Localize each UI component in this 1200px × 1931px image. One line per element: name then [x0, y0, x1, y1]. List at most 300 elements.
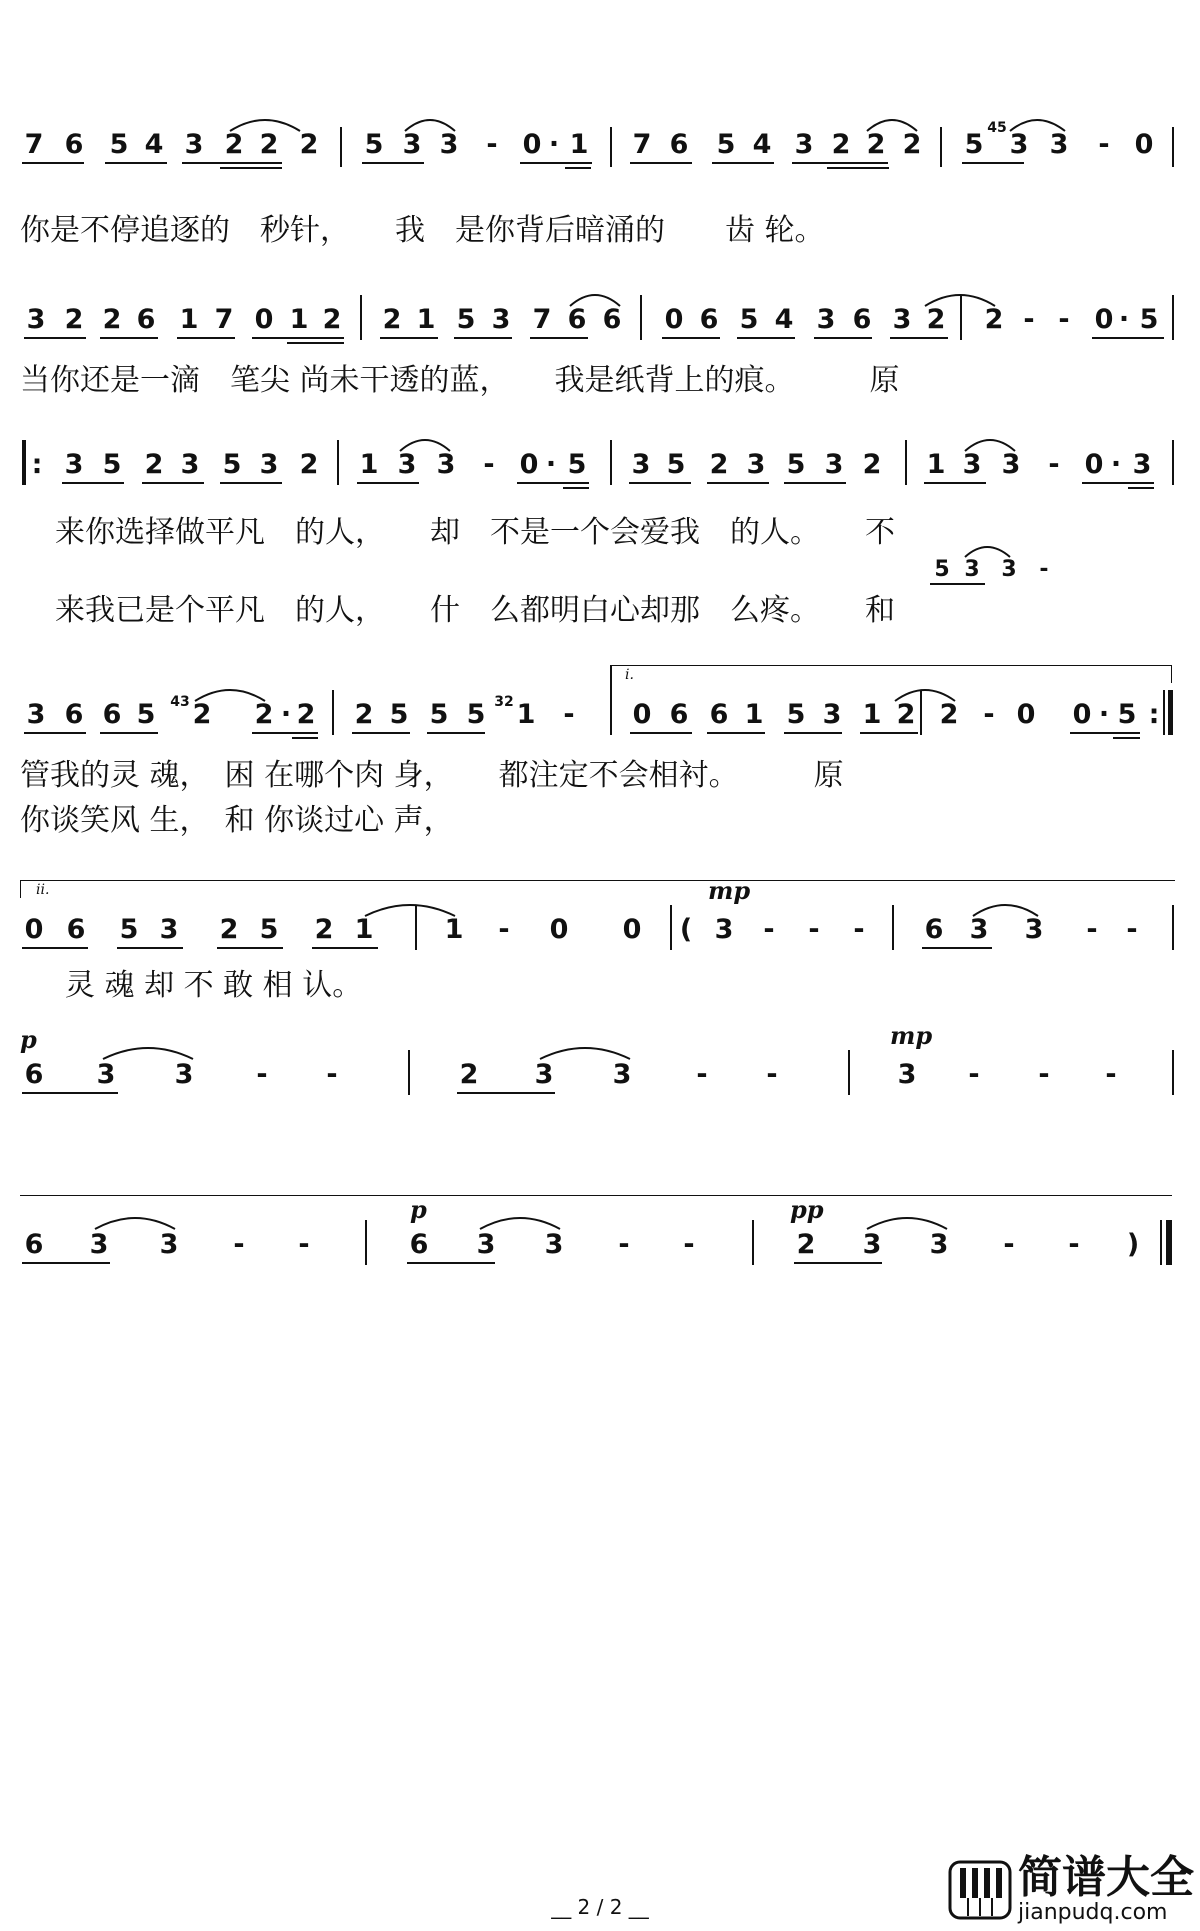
note: -: [853, 914, 865, 945]
note: -: [563, 699, 575, 730]
note: 3: [816, 304, 836, 335]
lyric-line: [0, 205, 1200, 248]
note: 3: [544, 1229, 564, 1260]
note: 5: [466, 699, 486, 730]
lyric-line: [0, 507, 1200, 550]
note: -: [696, 1059, 708, 1090]
lyric-text: 来我已是个平凡 的人， 什 么都明白心却那 么疼。 和: [55, 593, 895, 628]
grace-note: 45: [987, 120, 1007, 136]
note: 6: [852, 304, 872, 335]
note: 2: [144, 449, 164, 480]
note: 2: [926, 304, 946, 335]
beam: [357, 482, 419, 484]
note: 3: [822, 699, 842, 730]
slur: [225, 113, 305, 133]
note: 2: [382, 304, 402, 335]
slur: [862, 1211, 952, 1231]
beam: [630, 732, 692, 734]
dynamic-mark: mp: [708, 876, 751, 905]
note: 2: [354, 699, 374, 730]
beam: [629, 482, 691, 484]
barline: [408, 1050, 410, 1095]
note: ·: [1110, 449, 1122, 480]
note: 6: [66, 914, 86, 945]
note: -: [766, 1059, 778, 1090]
repeat-dots: :: [31, 449, 43, 480]
barline: [848, 1050, 850, 1095]
note: 3: [476, 1229, 496, 1260]
note: 2: [296, 699, 316, 730]
barline: [670, 905, 672, 950]
note: ·: [280, 699, 292, 730]
note: 3: [402, 129, 422, 160]
note: -: [968, 1059, 980, 1090]
note: 4: [144, 129, 164, 160]
note: 3: [1001, 557, 1017, 582]
note: 6: [709, 699, 729, 730]
note: 3: [439, 129, 459, 160]
note: -: [1058, 304, 1070, 335]
note: 1: [516, 699, 536, 730]
beam: [62, 482, 124, 484]
note: 5: [1139, 304, 1159, 335]
note: 7: [214, 304, 234, 335]
note: -: [1126, 914, 1138, 945]
page-number: __ 2 / 2 __: [551, 1895, 649, 1919]
repeat-end: [1163, 690, 1165, 735]
dynamic-mark: p: [20, 1025, 37, 1054]
barline: [640, 295, 642, 340]
lyric-text: 来你选择做平凡 的人， 却 不是一个会爱我 的人。 不: [55, 515, 895, 550]
note: ·: [1098, 699, 1110, 730]
note: 5: [786, 699, 806, 730]
note: 2: [459, 1059, 479, 1090]
lyric-line: [0, 355, 1200, 398]
note: -: [763, 914, 775, 945]
beam: [517, 482, 589, 484]
note: 1: [744, 699, 764, 730]
note: 3: [612, 1059, 632, 1090]
note: 3: [964, 557, 980, 582]
note: 3: [714, 914, 734, 945]
note: 3: [1024, 914, 1044, 945]
note: 1: [926, 449, 946, 480]
note: -: [1086, 914, 1098, 945]
volta-bracket-start: [20, 880, 21, 898]
beam: [292, 737, 318, 739]
beam: [454, 337, 512, 339]
barline: [1172, 1050, 1174, 1095]
volta-label: ii.: [36, 882, 50, 898]
lyric-line: [0, 585, 1200, 628]
beam: [530, 337, 588, 339]
note: 7: [532, 304, 552, 335]
note: 1: [354, 914, 374, 945]
beam: [1113, 737, 1140, 739]
beam: [922, 947, 992, 949]
slur: [475, 1211, 565, 1231]
beam: [630, 162, 692, 164]
bracket: (: [679, 914, 693, 945]
beam: [117, 947, 183, 949]
note: 3: [64, 449, 84, 480]
note: 0: [254, 304, 274, 335]
beam: [827, 167, 889, 169]
note: -: [1038, 1059, 1050, 1090]
volta-bracket: [20, 880, 1175, 881]
note: 3: [491, 304, 511, 335]
note: -: [483, 449, 495, 480]
repeat-end: [1168, 690, 1173, 735]
barline: [892, 905, 894, 950]
note: 3: [892, 304, 912, 335]
beam: [707, 482, 769, 484]
barline: [337, 440, 339, 485]
beam: [662, 337, 720, 339]
note: 3: [159, 1229, 179, 1260]
notes-row: [0, 445, 1200, 505]
note: -: [1098, 129, 1110, 160]
note: 3: [824, 449, 844, 480]
note: 3: [1132, 449, 1152, 480]
dynamic-mark: p: [410, 1195, 427, 1224]
note: 4: [774, 304, 794, 335]
beam: [380, 337, 438, 339]
note: 5: [666, 449, 686, 480]
note: 6: [567, 304, 587, 335]
note: -: [1003, 1229, 1015, 1260]
beam: [182, 162, 282, 164]
beam: [860, 732, 918, 734]
note: 5: [102, 449, 122, 480]
note: -: [233, 1229, 245, 1260]
beam: [737, 337, 795, 339]
beam: [22, 1092, 118, 1094]
slur: [1005, 113, 1070, 133]
logo-name: 简谱大全: [1018, 1852, 1194, 1903]
note: 0: [1134, 129, 1154, 160]
note: 2: [299, 129, 319, 160]
note: 5: [119, 914, 139, 945]
slur: [535, 1041, 635, 1061]
beam: [457, 1092, 555, 1094]
slur: [565, 288, 625, 308]
note: 2: [896, 699, 916, 730]
piano-keys-icon: [948, 1860, 1012, 1920]
beam: [707, 732, 765, 734]
note: 5: [136, 699, 156, 730]
note: 0: [1072, 699, 1092, 730]
note: 2: [254, 699, 274, 730]
note: 3: [26, 304, 46, 335]
beam: [352, 732, 410, 734]
note: 1: [862, 699, 882, 730]
note: 0: [632, 699, 652, 730]
note: -: [1105, 1059, 1117, 1090]
note: 2: [224, 129, 244, 160]
note: ·: [1118, 304, 1130, 335]
note: 0: [1084, 449, 1104, 480]
note: 2: [796, 1229, 816, 1260]
lyric-text: 管我的灵 魂， 困 在哪个肉 身， 都注定不会相衬。 原: [20, 758, 844, 793]
barline: [752, 1220, 754, 1265]
note: 6: [64, 129, 84, 160]
note: -: [298, 1229, 310, 1260]
beam: [287, 342, 344, 344]
note: 3: [436, 449, 456, 480]
beam: [792, 162, 888, 164]
note: 3: [259, 449, 279, 480]
note: 2: [984, 304, 1004, 335]
repeat-dots: :: [1148, 699, 1160, 730]
beam: [220, 482, 282, 484]
note: -: [808, 914, 820, 945]
note: 6: [136, 304, 156, 335]
beam: [520, 162, 592, 164]
note: 6: [64, 699, 84, 730]
note: 3: [96, 1059, 116, 1090]
note: ·: [548, 129, 560, 160]
slur: [968, 898, 1043, 918]
notes-row: [0, 1055, 1200, 1115]
barline: [610, 127, 612, 167]
beam: [890, 337, 948, 339]
barline: [340, 127, 342, 167]
beam: [220, 167, 282, 169]
note: 7: [24, 129, 44, 160]
barline: [610, 665, 612, 735]
lyric-text: 你谈笑风 生， 和 你谈过心 声，: [20, 803, 454, 838]
note: 2: [866, 129, 886, 160]
note: 2: [219, 914, 239, 945]
barline: [1172, 127, 1174, 167]
note: 6: [699, 304, 719, 335]
note: 2: [709, 449, 729, 480]
slur: [400, 113, 460, 133]
barline: [1172, 905, 1174, 950]
note: 1: [179, 304, 199, 335]
note: 2: [102, 304, 122, 335]
beam: [312, 947, 378, 949]
notes-row: [0, 300, 1200, 360]
grace-note: 43: [170, 694, 190, 710]
note: -: [983, 699, 995, 730]
note: 1: [416, 304, 436, 335]
note: 2: [299, 449, 319, 480]
beam: [362, 162, 424, 164]
note: 6: [102, 699, 122, 730]
note: ·: [545, 449, 557, 480]
note: 6: [24, 1059, 44, 1090]
note: 0: [24, 914, 44, 945]
note: 5: [1117, 699, 1137, 730]
note: 5: [739, 304, 759, 335]
note: 5: [456, 304, 476, 335]
note: 1: [569, 129, 589, 160]
beam: [252, 732, 318, 734]
slur: [960, 541, 1015, 559]
note: 4: [752, 129, 772, 160]
note: 0: [519, 449, 539, 480]
beam: [1082, 482, 1154, 484]
beam: [1092, 337, 1164, 339]
note: 6: [669, 129, 689, 160]
note: 6: [669, 699, 689, 730]
note: 1: [359, 449, 379, 480]
barline: [1172, 440, 1174, 485]
beam: [22, 1262, 110, 1264]
note: 5: [934, 557, 950, 582]
note: -: [498, 914, 510, 945]
note: 3: [159, 914, 179, 945]
logo-url: jianpudq.com: [1018, 1900, 1168, 1925]
barline: [905, 440, 907, 485]
note: 5: [964, 129, 984, 160]
note: 3: [174, 1059, 194, 1090]
note: 2: [862, 449, 882, 480]
volta-bracket: [610, 665, 1172, 666]
beam: [1128, 487, 1154, 489]
beam: [1070, 732, 1140, 734]
note: -: [326, 1059, 338, 1090]
barline: [940, 127, 942, 167]
note: 2: [322, 304, 342, 335]
lyric-line: [0, 795, 1200, 838]
slur: [862, 113, 922, 133]
beam: [177, 337, 235, 339]
beam: [814, 337, 872, 339]
beam: [142, 482, 204, 484]
beam: [784, 732, 842, 734]
note: 3: [897, 1059, 917, 1090]
note: -: [1048, 449, 1060, 480]
note: 7: [632, 129, 652, 160]
note: 5: [364, 129, 384, 160]
volta-label: i.: [625, 667, 634, 683]
beam: [22, 947, 88, 949]
note: 5: [786, 449, 806, 480]
note: 0: [1016, 699, 1036, 730]
note: 3: [180, 449, 200, 480]
note: 0: [522, 129, 542, 160]
barline: [610, 440, 612, 485]
note: 2: [831, 129, 851, 160]
slur: [90, 1211, 180, 1231]
note: 3: [794, 129, 814, 160]
note: -: [1023, 304, 1035, 335]
beam: [962, 162, 1024, 164]
lyric-text: 你是不停追逐的 秒针， 我 是你背后暗涌的 齿 轮。: [20, 213, 825, 248]
note: 3: [184, 129, 204, 160]
slur: [190, 683, 270, 703]
note: 2: [939, 699, 959, 730]
lyric-line: [0, 750, 1200, 793]
final-barline: [1160, 1220, 1162, 1265]
note: 5: [109, 129, 129, 160]
note: 1: [289, 304, 309, 335]
note: 3: [1049, 129, 1069, 160]
final-barline: [1166, 1220, 1172, 1265]
note: 3: [962, 449, 982, 480]
note: -: [1068, 1229, 1080, 1260]
repeat-start: [22, 440, 26, 485]
note: -: [486, 129, 498, 160]
beam: [24, 732, 86, 734]
volta-bracket-end: [1171, 665, 1172, 683]
note: 5: [222, 449, 242, 480]
barline: [365, 1220, 367, 1265]
note: 2: [902, 129, 922, 160]
note: 6: [924, 914, 944, 945]
note: 0: [549, 914, 569, 945]
note: 6: [602, 304, 622, 335]
beam: [794, 1262, 882, 1264]
note: 3: [929, 1229, 949, 1260]
beam: [427, 732, 485, 734]
note: 3: [969, 914, 989, 945]
note: -: [256, 1059, 268, 1090]
slur: [960, 433, 1020, 453]
beam: [100, 732, 158, 734]
note: 3: [1009, 129, 1029, 160]
lyric-line: [0, 960, 1200, 1003]
note: 5: [389, 699, 409, 730]
beam: [252, 337, 344, 339]
alt-ending-notes: [0, 555, 1200, 585]
notes-row: [0, 1225, 1200, 1285]
beam: [565, 167, 591, 169]
note: 3: [26, 699, 46, 730]
beam: [100, 337, 158, 339]
note: 3: [397, 449, 417, 480]
note: 5: [716, 129, 736, 160]
note: 3: [631, 449, 651, 480]
note: 0: [1094, 304, 1114, 335]
beam: [24, 337, 86, 339]
beam: [784, 482, 846, 484]
note: 5: [567, 449, 587, 480]
note: -: [1039, 557, 1049, 582]
barline: [332, 690, 334, 735]
note: -: [683, 1229, 695, 1260]
note: 5: [259, 914, 279, 945]
bracket: ): [1126, 1229, 1140, 1260]
note: 0: [664, 304, 684, 335]
beam: [712, 162, 774, 164]
note: 2: [64, 304, 84, 335]
note: -: [618, 1229, 630, 1260]
notes-row: [0, 695, 1200, 755]
note: 0: [622, 914, 642, 945]
note: 6: [409, 1229, 429, 1260]
note: 3: [89, 1229, 109, 1260]
beam: [217, 947, 283, 949]
beam: [924, 482, 986, 484]
site-logo: [948, 1852, 1194, 1925]
grace-note: 32: [494, 694, 514, 710]
dynamic-mark: pp: [790, 1195, 824, 1224]
note: 3: [746, 449, 766, 480]
note: 5: [429, 699, 449, 730]
note: 2: [259, 129, 279, 160]
notes-row: [0, 120, 1200, 185]
barline: [1172, 295, 1174, 340]
note: 6: [24, 1229, 44, 1260]
note: 2: [314, 914, 334, 945]
beam: [563, 487, 589, 489]
dynamic-mark: mp: [890, 1021, 933, 1050]
slur: [98, 1041, 198, 1061]
